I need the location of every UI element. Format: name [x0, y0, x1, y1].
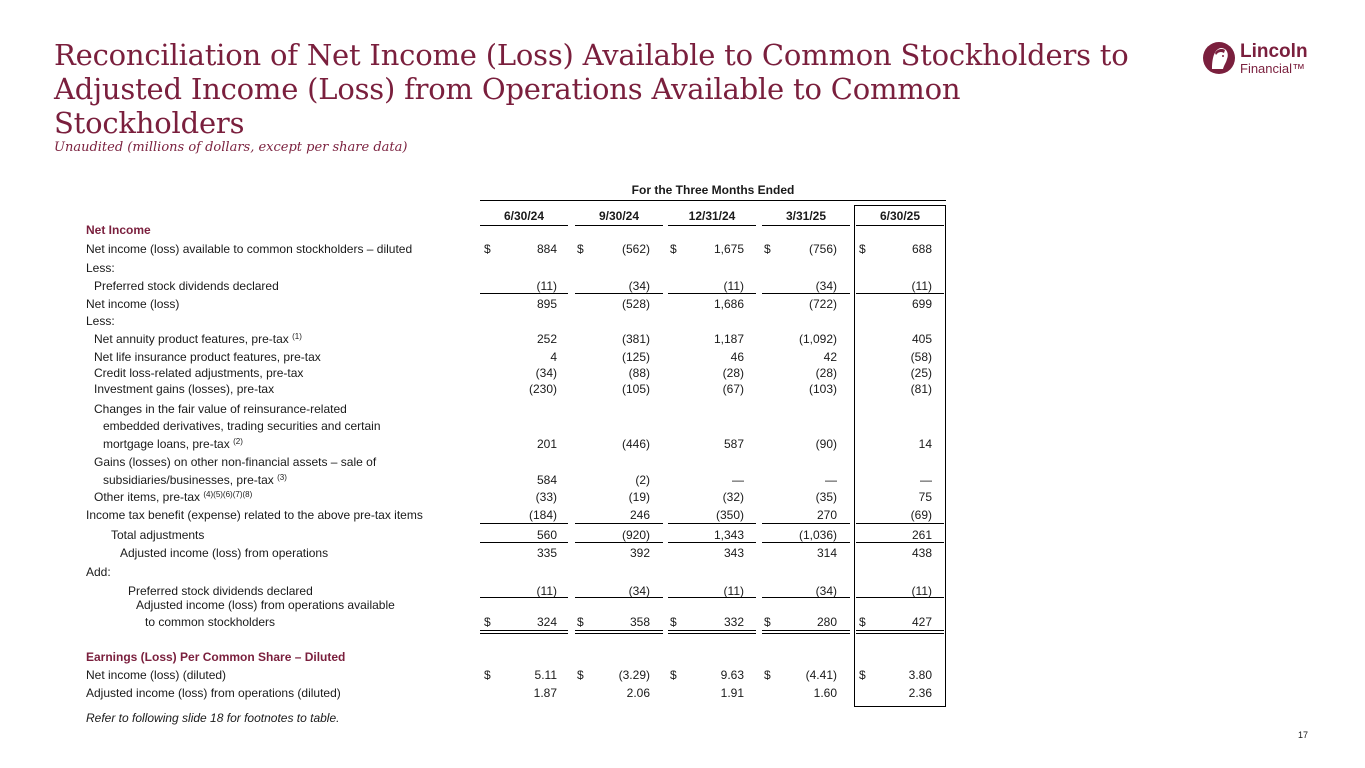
table-row — [86, 314, 946, 328]
dollar-sign: $ — [670, 242, 677, 256]
row-label — [94, 279, 279, 293]
table-cell: (184) — [528, 508, 557, 522]
table-row — [86, 242, 946, 256]
footnote: Refer to following slide 18 for footnotes to table. — [86, 711, 340, 725]
table-cell: (105) — [621, 382, 650, 396]
table-row — [86, 366, 946, 380]
column-header-3: 12/31/24 — [668, 209, 756, 226]
table-cell: 587 — [723, 437, 744, 451]
underline — [762, 293, 850, 294]
table-row — [86, 686, 946, 700]
row-label — [86, 650, 345, 664]
row-label-text: Gains (losses) on other non-financial assets – sale of — [94, 455, 377, 469]
row-label-text: Adjusted income (loss) from operations available — [136, 598, 395, 612]
row-label — [94, 350, 321, 364]
table-cell: 4 — [550, 350, 557, 364]
table-cell: 280 — [816, 615, 837, 629]
table-cell: 427 — [911, 615, 932, 629]
underline — [668, 293, 756, 294]
underline — [856, 597, 944, 598]
underline — [762, 597, 850, 598]
underline — [668, 542, 756, 543]
table-cell: (33) — [535, 490, 557, 504]
table-cell: 3.80 — [908, 668, 932, 682]
table-cell: (11) — [911, 279, 932, 293]
row-label-text: embedded derivatives, trading securities and certain — [103, 419, 381, 433]
column-header-2: 9/30/24 — [575, 209, 663, 226]
dollar-sign: $ — [484, 242, 491, 256]
page-number: 17 — [1298, 730, 1309, 740]
row-label-text: Net annuity product features, pre-tax — [94, 332, 289, 346]
table-cell: 2.36 — [908, 686, 932, 700]
dollar-sign: $ — [484, 615, 491, 629]
row-label — [86, 565, 111, 579]
table-cell: 392 — [629, 546, 650, 560]
logo-wordmark-financial: Financial™ — [1240, 61, 1306, 76]
table-cell: 270 — [816, 508, 837, 522]
row-label — [136, 598, 395, 612]
row-label-text: mortgage loans, pre-tax — [103, 437, 230, 451]
table-cell: 332 — [723, 615, 744, 629]
column-header-4: 3/31/25 — [762, 209, 850, 226]
table-cell: — — [920, 473, 932, 487]
double-underline — [856, 630, 944, 634]
footnote-ref: (3) — [277, 473, 287, 482]
row-label-text: Credit loss-related adjustments, pre-tax — [94, 366, 304, 380]
row-label-text: Adjusted income (loss) from operations — [120, 546, 329, 560]
row-label — [94, 490, 252, 504]
underline — [856, 293, 944, 294]
period-header: For the Three Months Ended — [480, 183, 946, 201]
underline — [480, 293, 568, 294]
table-row — [86, 584, 946, 598]
table-cell: 246 — [629, 508, 650, 522]
table-cell: (11) — [536, 584, 557, 598]
table-cell: (1,092) — [798, 332, 837, 346]
row-label-text: Adjusted income (loss) from operations (diluted) — [86, 686, 341, 700]
dollar-sign: $ — [577, 242, 584, 256]
table-cell: (32) — [722, 490, 744, 504]
table-row — [86, 419, 946, 433]
row-label — [111, 528, 204, 542]
table-row — [86, 279, 946, 293]
table-row — [86, 473, 946, 487]
dollar-sign: $ — [670, 615, 677, 629]
table-cell: 42 — [823, 350, 837, 364]
table-row — [86, 437, 946, 451]
row-label-text: Net income (loss) — [86, 297, 180, 311]
footnote-ref: (2) — [233, 437, 243, 446]
underline — [856, 542, 944, 543]
table-cell: 75 — [918, 490, 932, 504]
table-row — [86, 528, 946, 542]
table-cell: 1.91 — [720, 686, 744, 700]
double-underline — [668, 630, 756, 634]
row-label — [94, 402, 347, 416]
table-cell: (920) — [621, 528, 650, 542]
dollar-sign: $ — [764, 615, 771, 629]
table-cell: 438 — [911, 546, 932, 560]
dollar-sign: $ — [859, 615, 866, 629]
table-cell: (722) — [808, 297, 837, 311]
table-row — [86, 615, 946, 629]
dollar-sign: $ — [764, 242, 771, 256]
table-cell: (90) — [815, 437, 837, 451]
dollar-sign: $ — [859, 668, 866, 682]
row-label — [94, 366, 303, 380]
footnote-ref: (1) — [292, 332, 302, 341]
table-cell: 5.11 — [534, 668, 557, 682]
table-cell: 884 — [536, 242, 557, 256]
table-cell: (58) — [910, 350, 932, 364]
table-row — [86, 402, 946, 416]
row-label — [94, 382, 274, 396]
table-cell: (11) — [723, 584, 744, 598]
table-cell: (34) — [628, 279, 650, 293]
dollar-sign: $ — [764, 668, 771, 682]
table-cell: 358 — [629, 615, 650, 629]
dollar-sign: $ — [859, 242, 866, 256]
row-label — [120, 546, 328, 560]
double-underline — [480, 630, 568, 634]
table-cell: (11) — [536, 279, 557, 293]
table-row — [86, 565, 946, 579]
column-header-1: 6/30/24 — [480, 209, 568, 226]
column-header-5: 6/30/25 — [856, 209, 944, 226]
row-label — [86, 242, 412, 256]
table-cell: (103) — [808, 382, 837, 396]
row-label — [103, 473, 287, 487]
table-row — [86, 668, 946, 682]
table-cell: 584 — [536, 473, 557, 487]
underline — [668, 597, 756, 598]
table-cell: 1,686 — [713, 297, 744, 311]
row-label-text: Income tax benefit (expense) related to the above pre-tax items — [86, 508, 423, 522]
table-cell: 895 — [536, 297, 557, 311]
table-cell: — — [732, 473, 744, 487]
table-row — [86, 598, 946, 612]
table-cell: 1,187 — [713, 332, 744, 346]
table-row — [86, 350, 946, 364]
table-row — [86, 490, 946, 504]
row-label-text: Less: — [86, 314, 115, 328]
underline — [480, 523, 568, 524]
table-cell: 343 — [723, 546, 744, 560]
row-label-text: Other items, pre-tax — [94, 490, 201, 504]
table-cell: (28) — [815, 366, 837, 380]
table-cell: (28) — [722, 366, 744, 380]
table-cell: (81) — [910, 382, 932, 396]
underline — [575, 293, 663, 294]
row-label-text: Preferred stock dividends declared — [94, 279, 279, 293]
table-cell: 201 — [536, 437, 557, 451]
table-cell: (11) — [911, 584, 932, 598]
underline — [762, 523, 850, 524]
table-cell: 688 — [911, 242, 932, 256]
table-cell: 314 — [816, 546, 837, 560]
table-cell: (67) — [722, 382, 744, 396]
row-label — [94, 332, 302, 346]
row-label-text: Preferred stock dividends declared — [128, 584, 313, 598]
row-label — [86, 668, 226, 682]
double-underline — [762, 630, 850, 634]
underline — [668, 523, 756, 524]
row-label — [128, 584, 313, 598]
row-label-text: subsidiaries/businesses, pre-tax — [103, 473, 274, 487]
table-row — [86, 650, 946, 664]
row-label-text: Net Income — [86, 223, 151, 237]
table-cell: (88) — [628, 366, 650, 380]
table-cell: 14 — [918, 437, 932, 451]
table-cell: 261 — [911, 528, 932, 542]
table-cell: 560 — [536, 528, 557, 542]
underline — [480, 597, 568, 598]
table-cell: 324 — [536, 615, 557, 629]
table-cell: (34) — [628, 584, 650, 598]
row-label-text: Less: — [86, 261, 115, 275]
table-cell: 252 — [536, 332, 557, 346]
row-label-text: Earnings (Loss) Per Common Share – Diluted — [86, 650, 346, 664]
table-cell: 1,675 — [713, 242, 744, 256]
table-row — [86, 546, 946, 560]
table-cell: (11) — [723, 279, 744, 293]
row-label — [86, 261, 115, 275]
table-cell: (19) — [628, 490, 650, 504]
table-cell: (34) — [815, 279, 837, 293]
table-row — [86, 261, 946, 275]
table-cell: 405 — [911, 332, 932, 346]
table-cell: (756) — [808, 242, 837, 256]
table-cell: 46 — [730, 350, 744, 364]
dollar-sign: $ — [577, 615, 584, 629]
row-label-text: Investment gains (losses), pre-tax — [94, 382, 275, 396]
footnote-ref: (4)(5)(6)(7)(8) — [203, 490, 253, 499]
table-cell: (528) — [621, 297, 650, 311]
table-cell: (35) — [815, 490, 837, 504]
company-logo — [1202, 39, 1312, 79]
table-cell: (125) — [621, 350, 650, 364]
table-cell: 335 — [536, 546, 557, 560]
table-cell: — — [825, 473, 837, 487]
table-cell: (1,036) — [798, 528, 837, 542]
row-label-text: Net income (loss) (diluted) — [86, 668, 227, 682]
row-label — [86, 686, 341, 700]
page-subtitle: Unaudited (millions of dollars, except per share data) — [54, 140, 408, 155]
logo-wordmark-lincoln: Lincoln — [1240, 41, 1308, 62]
table-cell: (4.41) — [805, 668, 837, 682]
table-cell: (381) — [621, 332, 650, 346]
row-label — [86, 508, 423, 522]
double-underline — [575, 630, 663, 634]
underline — [480, 542, 568, 543]
table-cell: 2.06 — [626, 686, 650, 700]
table-cell: 9.63 — [720, 668, 744, 682]
table-cell: (34) — [535, 366, 557, 380]
table-row — [86, 297, 946, 311]
row-label — [86, 223, 151, 237]
table-cell: 1.87 — [533, 686, 557, 700]
table-cell: (69) — [910, 508, 932, 522]
underline — [762, 542, 850, 543]
row-label-text: to common stockholders — [145, 615, 276, 629]
row-label-text: Add: — [86, 565, 111, 579]
underline — [575, 523, 663, 524]
row-label-text: Net life insurance product features, pre-tax — [94, 350, 321, 364]
row-label — [94, 455, 376, 469]
row-label — [103, 437, 243, 451]
table-cell: 1.60 — [813, 686, 837, 700]
table-row — [86, 508, 946, 522]
page-title: Reconciliation of Net Income (Loss) Available to Common Stockholders to Adjusted Income (Loss) from Operations Available to Common Stockholders — [54, 38, 1129, 140]
row-label-text: Changes in the fair value of reinsurance-related — [94, 402, 347, 416]
table-cell: (446) — [621, 437, 650, 451]
table-row — [86, 382, 946, 396]
table-cell: 699 — [911, 297, 932, 311]
table-cell: (25) — [910, 366, 932, 380]
table-row — [86, 332, 946, 346]
table-cell: (2) — [635, 473, 650, 487]
table-cell: (34) — [815, 584, 837, 598]
table-cell: (230) — [528, 382, 557, 396]
underline — [575, 597, 663, 598]
row-label — [145, 615, 275, 629]
row-label — [103, 419, 381, 433]
dollar-sign: $ — [670, 668, 677, 682]
row-label-text: Total adjustments — [111, 528, 205, 542]
dollar-sign: $ — [577, 668, 584, 682]
underline — [856, 523, 944, 524]
table-row — [86, 455, 946, 469]
table-cell: (562) — [621, 242, 650, 256]
row-label — [86, 314, 115, 328]
lincoln-profile-icon — [1202, 39, 1236, 77]
table-cell: (3.29) — [618, 668, 650, 682]
dollar-sign: $ — [484, 668, 491, 682]
table-cell: (350) — [715, 508, 744, 522]
underline — [575, 542, 663, 543]
row-label-text: Net income (loss) available to common stockholders – diluted — [86, 242, 413, 256]
row-label — [86, 297, 179, 311]
table-cell: 1,343 — [713, 528, 744, 542]
